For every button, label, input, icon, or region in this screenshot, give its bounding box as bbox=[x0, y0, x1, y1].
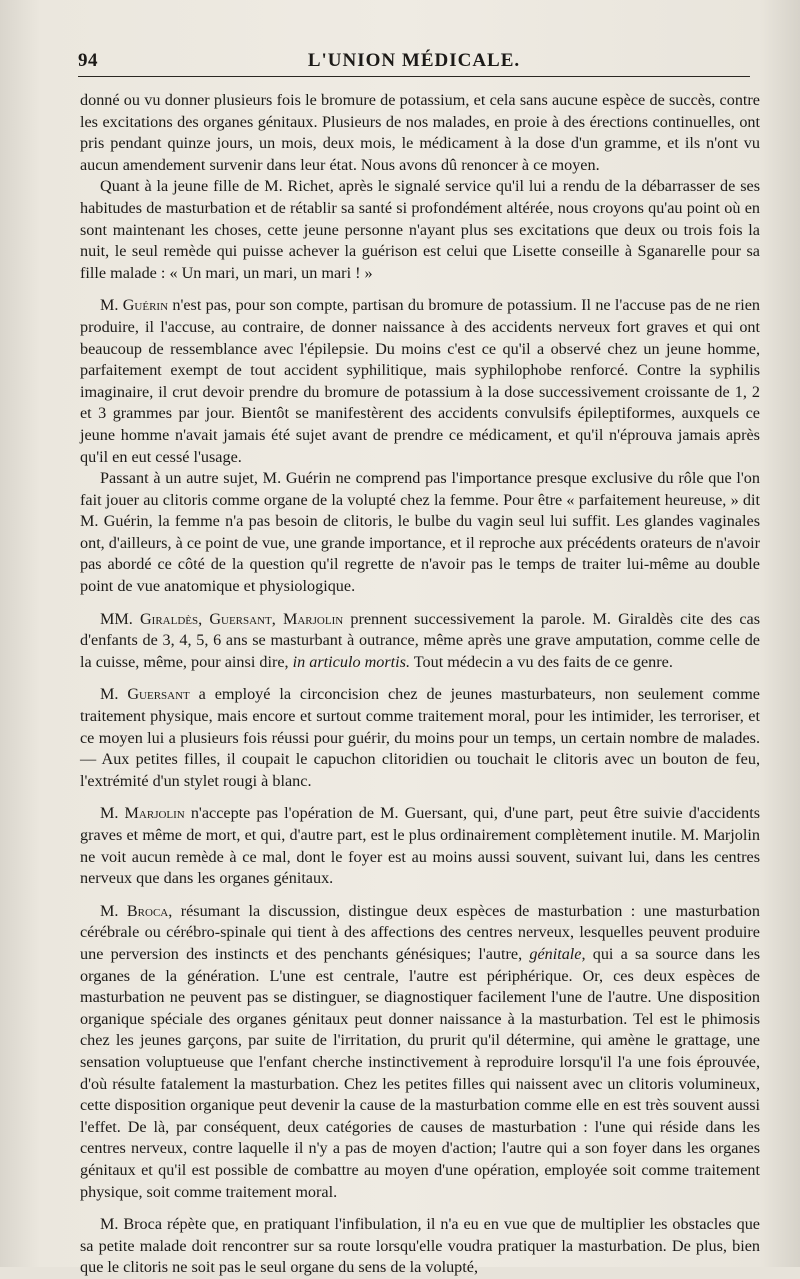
speaker-name: M. Guérin bbox=[100, 296, 169, 315]
paragraph-2 bbox=[80, 176, 760, 284]
page-number: 94 bbox=[78, 50, 98, 71]
running-title: L'UNION MÉDICALE. bbox=[307, 50, 521, 71]
latin-phrase: in articulo mortis. bbox=[292, 652, 411, 671]
paragraph-1 bbox=[80, 90, 760, 176]
paragraph-text: a employé la circoncision chez de jeunes masturbateurs, non seulement comme traitement physique, mais encore et surtout comme traitement moral, pour les intimider, les terroriser, et ce moyen lui a plusieurs fois réussi pour guérir, du moins pour un temps, un certain nombre de malades. — Aux petites filles, il coupait le capuchon clitoridien ou touchait le clitoris avec un bouton de feu, l'extrémité d'un stylet rougi à blanc. bbox=[80, 685, 760, 790]
paragraph-text: n'est pas, pour son compte, partisan du bromure de potassium. Il ne l'accuse pas de ne rien produire, il l'accuse, au contraire, de donner naissance à des accidents nerveux fort graves et qui ont beaucoup de ressemblance avec l'épilepsie. Du moins c'est ce qu'il a observé chez un jeune homme, parfaitement exempt de tout accident syphilitique, mais syphilophobe renforcé. Contre la syphilis imaginaire, il crut devoir prendre du bromure de potassium à la dose successivement croissante de 1, 2 et 3 grammes par jour. Bientôt se manifestèrent des accidents convulsifs épileptiformes, auxquels ce jeune homme n'avait jamais été sujet avant de prendre ce médicament, et qu'il n'éprouva jamais après qu'il en eut cessé l'usage. bbox=[80, 296, 760, 466]
speaker-name: M. Broca bbox=[100, 901, 169, 920]
paragraph-text: M. Broca répète que, en pratiquant l'infibulation, il n'a eu en vue que de multiplier les obstacles que sa petite malade doit rencontrer sur sa route lorsqu'elle voudra pratiquer la masturbation. De plus, bien que le clitoris ne soit pas le seul organe du sens de la volupté, bbox=[80, 1215, 760, 1277]
paragraph-6 bbox=[80, 684, 760, 792]
paragraph-3 bbox=[80, 295, 760, 468]
article-body bbox=[80, 90, 760, 1279]
paragraph-text-after: qui a sa source dans les organes de la génération. L'une est centrale, l'autre est périphérique. Or, ces deux espèces de masturbation ne peuvent pas se distinguer, se diagnostiquer facilement l'une de l'autre. Une disposition organique spéciale des organes génitaux peut donner naissance à la masturbation. Tel est le phimosis chez les jeunes garçons, par suite de l'irritation, du prurit qu'il détermine, qui amène le grattage, une sensation voluptueuse que l'enfant cherche instinctivement à reproduire lorsqu'il l'a une fois éprouvée, d'où résulte fatalement la masturbation. Chez les petites filles qui naissent avec un clitoris volumineux, cette disposition organique peut devenir la cause de la masturbation comme elle en est très souvent aussi l'effet. De là, par conséquent, deux catégories de causes de masturbation : l'une qui réside dans les centres nerveux, contre laquelle il n'y a pas de moyen d'action; l'autre qui a son foyer dans les organes génitaux et qu'il est possible de combattre au moyen d'une opération, employée soit comme traitement physique, soit comme traitement moral. bbox=[80, 944, 760, 1201]
paragraph-text: Passant à un autre sujet, M. Guérin ne comprend pas l'importance presque exclusive du rôle que l'on fait jouer au clitoris comme organe de la volupté chez la femme. Pour être « parfaitement heureuse, » dit M. Guérin, la femme n'a pas besoin de clitoris, le bulbe du vagin seul lui suffit. Les glandes vaginales ont, d'ailleurs, à ce point de vue, une grande importance, et il reproche aux précédents orateurs de n'avoir pas abordé ce côté de la question qu'il regrette de n'avoir pas le temps de traiter lui-même au double point de vue anatomique et physiologique. bbox=[80, 469, 760, 596]
paragraph-4 bbox=[80, 468, 760, 598]
paragraph-5 bbox=[80, 609, 760, 674]
paragraph-text-after: Tout médecin a vu des faits de ce genre. bbox=[410, 652, 673, 671]
paragraph-text: n'accepte pas l'opération de M. Guersant, qui, d'une part, peut être suivie d'accidents graves et même de mort, et qui, d'autre part, est le plus ordinairement complètement inutile. M. Marjolin ne voit aucun remède à ce mal, dont le foyer est au moins aussi souvent, suivant lui, dans les centres nerveux que dans les organes génitaux. bbox=[80, 804, 760, 888]
paragraph-text: Quant à la jeune fille de M. Richet, après le signalé service qu'il lui a rendu de la débarrasser de ses habitudes de masturbation et de rétablir sa santé si profondément altérée, nous croyons qu'au point où en sont maintenant les choses, cette jeune personne n'ayant plus ses excitations que deux ou trois fois la nuit, le seul remède qui puisse achever la guérison est celui que Lisette conseille à Sganarelle pour sa fille malade : « Un mari, un mari, un mari ! » bbox=[80, 177, 760, 282]
paragraph-text: , résumant la discussion, distingue deux espèces de masturbation : une masturbation cérébrale ou cérébro-spinale qui tient à des affections des centres nerveux, lesquelles peuvent produire une perversion des instincts et des penchants génésiques; l'autre, bbox=[80, 901, 760, 963]
paragraph-text: donné ou vu donner plusieurs fois le bromure de potassium, et cela sans aucune espèce de succès, contre les excitations des organes génitaux. Plusieurs de nos malades, en proie à des érections continuelles, ont pris pendant quinze jours, un mois, deux mois, le médicament à la dose d'un gramme, et ils n'ont vu aucun amendement survenir dans leur état. Nous avons dû renoncer à ce moyen. bbox=[80, 91, 760, 174]
speaker-name: MM. Giraldès, Guersant, Marjolin bbox=[100, 609, 344, 628]
paragraph-7 bbox=[80, 803, 760, 889]
paragraph-8 bbox=[80, 901, 760, 1203]
speaker-name: M. Guersant bbox=[100, 685, 190, 704]
paragraph-9 bbox=[80, 1214, 760, 1279]
italic-term: génitale, bbox=[529, 944, 586, 963]
speaker-name: M. Marjolin bbox=[100, 804, 185, 823]
page-header bbox=[78, 46, 750, 76]
header-rule bbox=[78, 76, 750, 77]
paragraph-text: prennent successivement la parole. M. Giraldès cite des cas d'enfants de 3, 4, 5, 6 ans se masturbant à outrance, même après une grave amputation, comme celle de la cuisse, même, pour ainsi dire, bbox=[80, 609, 761, 671]
